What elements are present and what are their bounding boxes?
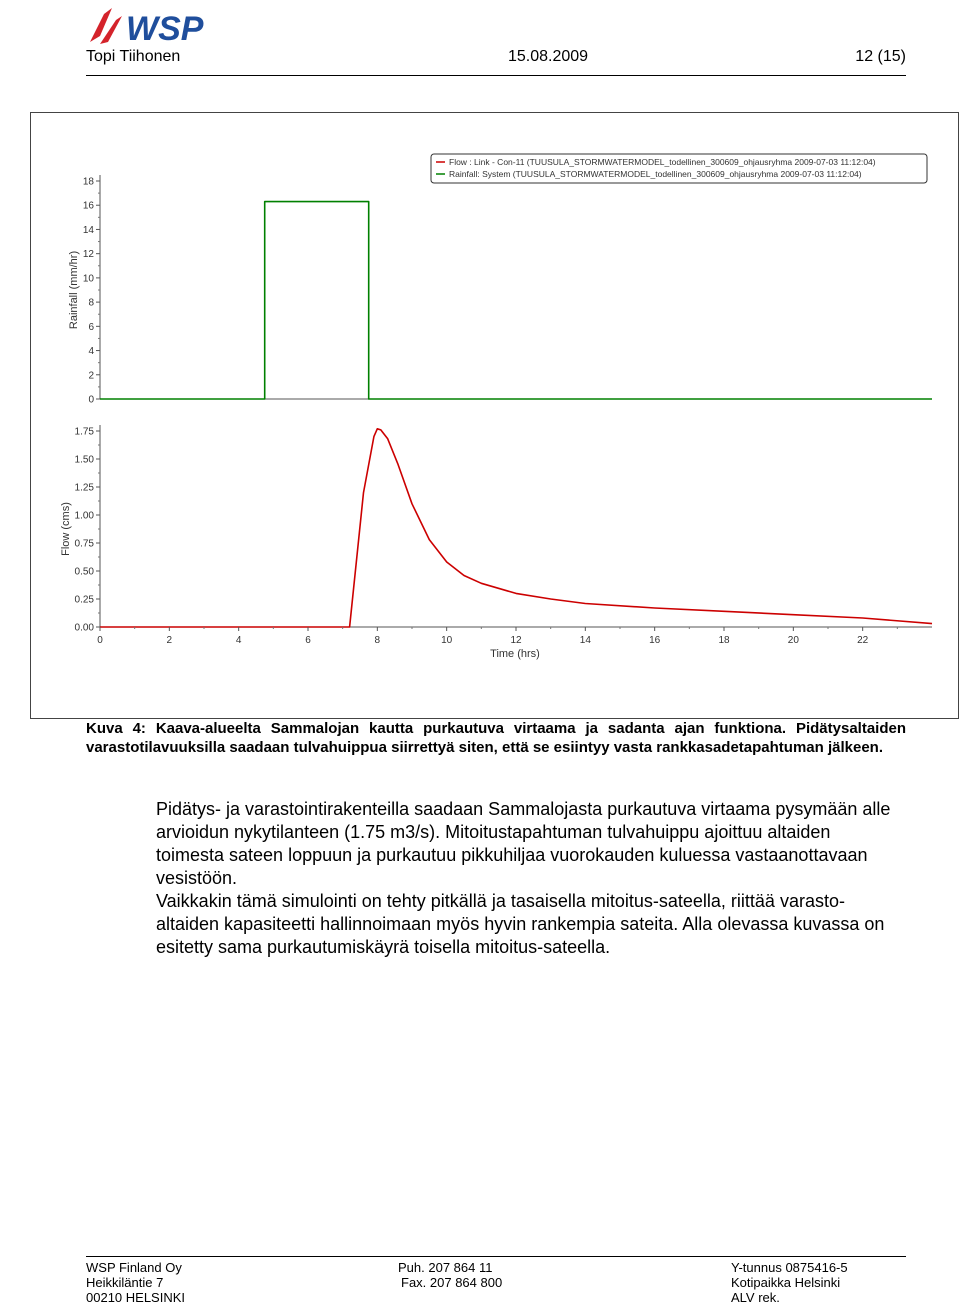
footer-company-column — [86, 1260, 185, 1305]
page-footer — [86, 1260, 906, 1305]
rainfall-y-tick-label: 12 — [82, 249, 94, 261]
flow-y-tick-label: 0.00 — [74, 622, 94, 634]
x-tick-label: 20 — [787, 635, 799, 646]
wsp-logo — [86, 6, 236, 48]
x-tick-label: 0 — [97, 635, 103, 646]
x-tick-label: 12 — [510, 635, 522, 646]
rainfall-y-tick-label: 0 — [88, 394, 94, 406]
footer-business-id: Y-tunnus 0875416-5 — [731, 1260, 848, 1275]
figure-caption: Kuva 4: Kaava-alueelta Sammalojan kautta purkautuva virtaama ja sadanta ajan funktiona. Pidätysaltaiden varastotilavuuksilla saadaan tulvahuippua siirrettyä siten, että se esiintyy vasta rankkasadetapahtuman jälkeen. — [86, 720, 906, 756]
footer-contact-column — [398, 1260, 502, 1290]
rainfall-y-tick-label: 18 — [82, 176, 94, 188]
footer-street: Heikkiläntie 7 — [86, 1275, 164, 1290]
rainfall-y-tick-label: 4 — [88, 346, 94, 358]
wsp-logo-mark — [90, 8, 122, 44]
footer-rule — [86, 1256, 906, 1257]
flow-y-tick-label: 1.75 — [74, 426, 94, 438]
paragraph-1: Pidätys- ja varastointirakenteilla saadaan Sammalojasta purkautuva virtaama pysymään alle arvioidun nykytilanteen (1.75 m3/s). Mitoitustapahtuman tulvahuippu ajoittuu altaiden toimesta sateen loppuun ja purkautuu pikkuhiljaa vuorokauden kuluessa vastaanottavaan vesistöön. — [156, 799, 891, 888]
rainfall-y-tick-label: 6 — [88, 321, 94, 333]
paragraph-2: Vaikkakin tämä simulointi on tehty pitkällä ja tasaisella mitoitus-sateella, riittää varasto-altaiden kapasiteetti hallinnoimaan myös hyvin rankempia sateita. Alla olevassa kuvassa on esitetty sama purkautumiskäyrä toisella mitoitus-sateella. — [156, 891, 885, 957]
x-tick-label: 22 — [857, 635, 869, 646]
body-text — [156, 798, 901, 959]
footer-vat: ALV rek. — [731, 1290, 780, 1305]
legend-flow-label: Flow : Link - Con-11 (TUUSULA_STORMWATERMODEL_todellinen_300609_ohjausryhma 2009-07-03 11:12:04) — [449, 157, 876, 167]
rainfall-y-tick-label: 2 — [88, 370, 94, 382]
rainfall-y-tick-label: 8 — [88, 297, 94, 309]
page-header — [86, 48, 906, 74]
flow-series-line — [100, 429, 932, 627]
rainfall-y-tick-label: 14 — [82, 224, 94, 236]
header-date: 15.08.2009 — [508, 48, 589, 65]
rainfall-y-axis-label: Rainfall (mm/hr) — [68, 250, 80, 330]
x-tick-label: 8 — [374, 635, 381, 646]
x-tick-label: 16 — [649, 635, 661, 646]
header-rule — [86, 75, 906, 76]
x-tick-label: 10 — [441, 635, 453, 646]
footer-phone: Puh. 207 864 11 — [398, 1260, 493, 1275]
x-axis-label: Time (hrs) — [490, 648, 540, 660]
x-tick-label: 18 — [718, 635, 730, 646]
footer-fax: Fax. 207 864 800 — [401, 1275, 503, 1290]
x-tick-label: 14 — [579, 635, 591, 646]
x-tick-label: 2 — [166, 635, 173, 646]
flow-y-tick-label: 1.25 — [74, 482, 94, 494]
flow-y-tick-label: 0.50 — [74, 566, 94, 578]
footer-registration-column — [731, 1260, 848, 1305]
header-page-number: 12 (15) — [855, 48, 906, 65]
chart-legend — [431, 154, 927, 183]
rainfall-y-tick-label: 16 — [82, 200, 94, 212]
flow-y-tick-label: 0.75 — [74, 538, 94, 550]
rainfall-flow-chart — [30, 112, 959, 719]
x-tick-label: 4 — [235, 635, 242, 646]
footer-company: WSP Finland Oy — [86, 1260, 182, 1275]
x-tick-label: 6 — [305, 635, 311, 646]
flow-y-tick-label: 1.50 — [74, 454, 94, 466]
rainfall-series-line — [100, 202, 932, 399]
footer-city: 00210 HELSINKI — [86, 1290, 186, 1305]
flow-y-tick-label: 1.00 — [74, 510, 94, 522]
flow-y-tick-label: 0.25 — [74, 594, 94, 606]
footer-domicile: Kotipaikka Helsinki — [731, 1275, 841, 1290]
wsp-logo-text: WSP — [126, 10, 204, 48]
rainfall-y-tick-label: 10 — [82, 273, 94, 285]
legend-rainfall-label: Rainfall: System (TUUSULA_STORMWATERMODEL_todellinen_300609_ohjausryhma 2009-07-03 11:12:04) — [449, 169, 862, 179]
flow-y-axis-label: Flow (cms) — [60, 502, 72, 556]
header-author: Topi Tiihonen — [86, 48, 181, 65]
